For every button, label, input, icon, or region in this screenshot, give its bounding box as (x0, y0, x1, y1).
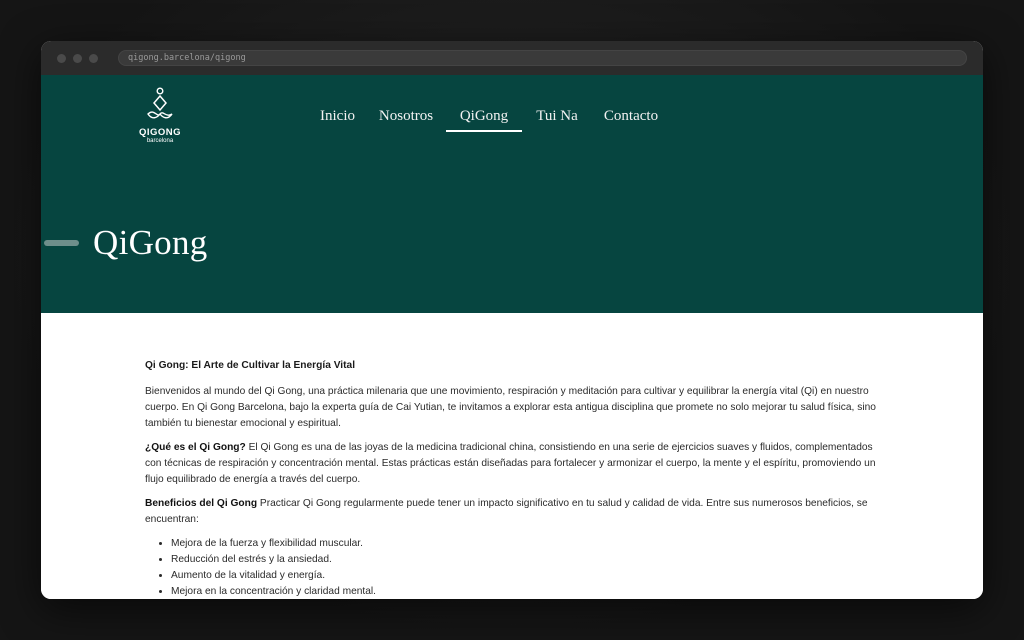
window-close-button[interactable] (57, 54, 66, 63)
what-is-label: ¿Qué es el Qi Gong? (145, 442, 246, 453)
benefits-list (145, 536, 881, 599)
nav-item-inicio[interactable]: Inicio (320, 108, 355, 124)
window-maximize-button[interactable] (89, 54, 98, 63)
nav-item-qigong[interactable]: QiGong (446, 104, 522, 132)
meditation-figure-icon (145, 87, 175, 121)
benefits-text: Practicar Qi Gong regularmente puede tener un impacto significativo en tu salud y calidad de vida. Entre sus numerosos beneficios, se encuentran: (145, 498, 868, 525)
nav-item-contacto[interactable]: Contacto (603, 108, 659, 124)
nav-item-tui-na[interactable]: Tui Na (536, 108, 578, 124)
article-heading: Qi Gong: El Arte de Cultivar la Energía Vital (145, 360, 356, 371)
benefits-label: Beneficios del Qi Gong (145, 498, 258, 509)
list-item: • Mejora de la fuerza y flexibilidad muscular. (171, 536, 881, 552)
logo-subtitle: barcelona (146, 138, 174, 144)
list-item: • Mejora en la concentración y claridad mental. (171, 584, 881, 599)
list-item: • Reducción del estrés y la ansiedad. (171, 552, 881, 568)
what-is-text: El Qi Gong es una de las joyas de la medicina tradicional china, consistiendo en una serie de ejercicios suaves y fluidos, complementados con técnicas de respiración y concentración mental. Estas prácticas están diseñadas para fortalecer y armonizar el cuerpo, la mente y el espíritu, promoviendo un flujo equilibrado de energía a través del cuerpo. (145, 442, 876, 485)
hero-section (41, 75, 983, 313)
site-logo[interactable] (135, 87, 185, 145)
list-item: • Aumento de la vitalidad y energía. (171, 568, 881, 584)
main-content (41, 313, 983, 599)
benefits-paragraph (145, 496, 881, 528)
browser-toolbar (41, 41, 983, 76)
address-bar[interactable]: qigong.barcelona/qigong (118, 50, 967, 66)
browser-window (41, 41, 983, 599)
logo-title: QIGONG (138, 127, 182, 138)
nav-item-nosotros[interactable]: Nosotros (378, 108, 434, 124)
intro-paragraph: Bienvenidos al mundo del Qi Gong, una práctica milenaria que une movimiento, respiración y meditación para cultivar y equilibrar la energía vital (Qi) en nuestro cuerpo. En Qi Gong Barcelona, bajo la experta guía de Cai Yutian, te invitamos a explorar esta antigua disciplina que promete no solo mejorar tu salud física, sino también tu bienestar emocional y espiritual. (145, 386, 876, 429)
what-is-paragraph (145, 440, 881, 488)
article (145, 359, 881, 599)
hero-accent-bar (44, 240, 79, 246)
page-title: QiGong (93, 223, 208, 262)
window-minimize-button[interactable] (73, 54, 82, 63)
